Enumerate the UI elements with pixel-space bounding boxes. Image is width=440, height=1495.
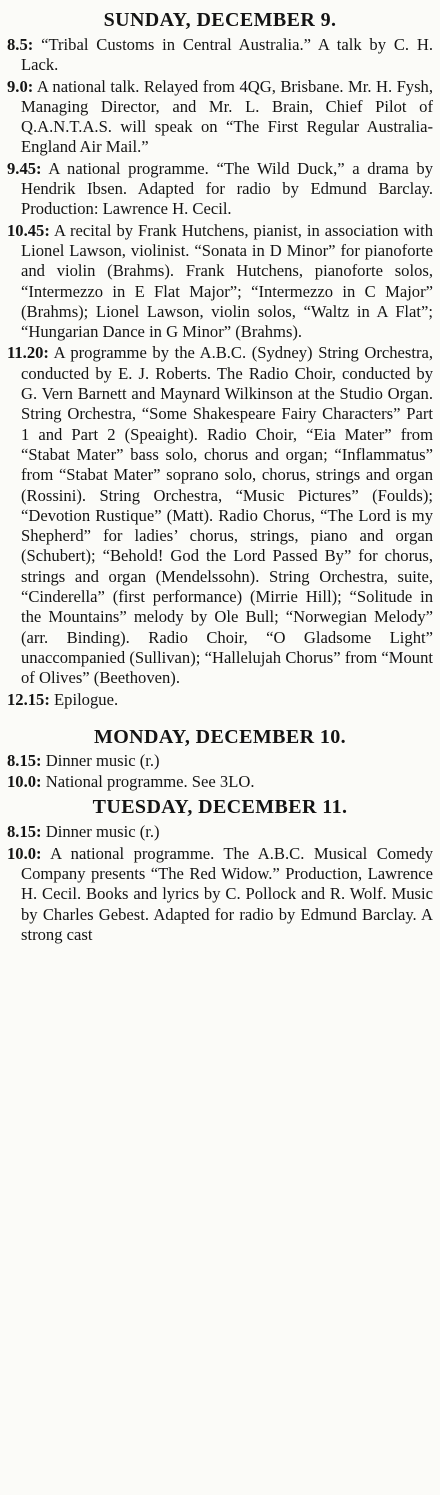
programme-time: 8.15: [7, 822, 42, 842]
programme-time: 9.0: [7, 76, 34, 96]
programme-time: 9.45: [7, 158, 42, 178]
programme-time: 11.20: [7, 343, 49, 363]
programme-text: A recital by Frank Hutchens, pianist, in association with Lionel Lawson, violinist. “Sonata in D Minor” for pianoforte and violin (Brahms). Frank Hutchens, pianoforte solos, “Intermezzo in E Flat Major”; “Intermezzo in C Major” (Brahms); Lionel Lawson, violin solos, “Waltz in A Flat”; “Hungarian Dance in G Minor” (Brahms). [21, 220, 434, 342]
programme-entry [7, 844, 433, 945]
programme-time: 10.45: [7, 220, 50, 240]
programme-time: 10.0: [7, 843, 42, 863]
programme-entry [7, 772, 433, 792]
programme-time: 10.0: [7, 772, 42, 792]
programme-text: A national talk. Relayed from 4QG, Brisbane. Mr. H. Fysh, Managing Director, and Mr. L. Brain, Chief Pilot of Q.A.N.T.A.S. will speak on “The First Regular Australia-England Air Mail.” [21, 76, 433, 157]
programme-entry [7, 35, 433, 76]
day-heading-tuesday: TUESDAY, DECEMBER 11. [92, 796, 348, 819]
programme-text: A national programme. “The Wild Duck,” a drama by Hendrik Ibsen. Adapted for radio by Edmund Barclay. Production: Lawrence H. Cecil. [21, 158, 433, 219]
programme-text: A national programme. The A.B.C. Musical Comedy Company presents “The Red Widow.” Production, Lawrence H. Cecil. Books and lyrics by C. Pollock and R. Wolf. Music by Charles Gebest. Adapted for radio by Edmund Barclay. A strong cast [21, 843, 433, 944]
programme-text: National programme. See 3LO. [45, 772, 255, 792]
programme-text: Epilogue. [54, 689, 119, 709]
programme-time: 8.15: [7, 750, 42, 770]
programme-text: Dinner music (r.) [45, 750, 160, 770]
programme-entry [7, 690, 433, 710]
day-heading-sunday: SUNDAY, DECEMBER 9. [103, 9, 337, 31]
programme-entry [7, 822, 433, 842]
programme-text: “Tribal Customs in Central Australia.” A talk by C. H. Lack. [21, 35, 434, 75]
day-heading-monday: MONDAY, DECEMBER 10. [93, 725, 347, 748]
programme-entry [7, 221, 433, 343]
programme-entry [7, 77, 433, 158]
programme-entry [7, 159, 433, 220]
programme-text: Dinner music (r.) [45, 822, 160, 842]
programme-entry [7, 343, 433, 688]
programme-text: A programme by the A.B.C. (Sydney) String Orchestra, conducted by E. J. Roberts. The Radio Choir, conducted by G. Vern Barnett and Maynard Wilkinson at the Studio Organ. String Orchestra, “Some Shakespeare Fairy Characters” Part 1 and Part 2 (Speaight). Radio Choir, “Eia Mater” from “Stabat Mater” bass solo, chorus and organ; “Inflammatus” from “Stabat Mater” soprano solo, chorus, strings and organ (Rossini). String Orchestra, “Music Pictures” (Foulds); “Devotion Rustique” (Matt). Radio Chorus, “The Lord is my Shepherd” for ladies’ chorus, strings, piano and organ (Schubert); “Behold! God the Lord Passed By” for chorus, strings and organ (Mendelssohn). String Orchestra, suite, “Cinderella” (first performance) (Mirrie Hill); “Solitude in the Mountains” melody by Ole Bull; “Norwegian Melody” (arr. Binding). Radio Choir, “O Gladsome Light” unaccompanied (Sullivan); “Hallelujah Chorus” from “Mount of Olives” (Beethoven). [21, 343, 434, 688]
programme-time: 12.15: [7, 689, 50, 709]
programme-time: 8.5: [7, 35, 34, 54]
programme-entry [7, 751, 433, 771]
